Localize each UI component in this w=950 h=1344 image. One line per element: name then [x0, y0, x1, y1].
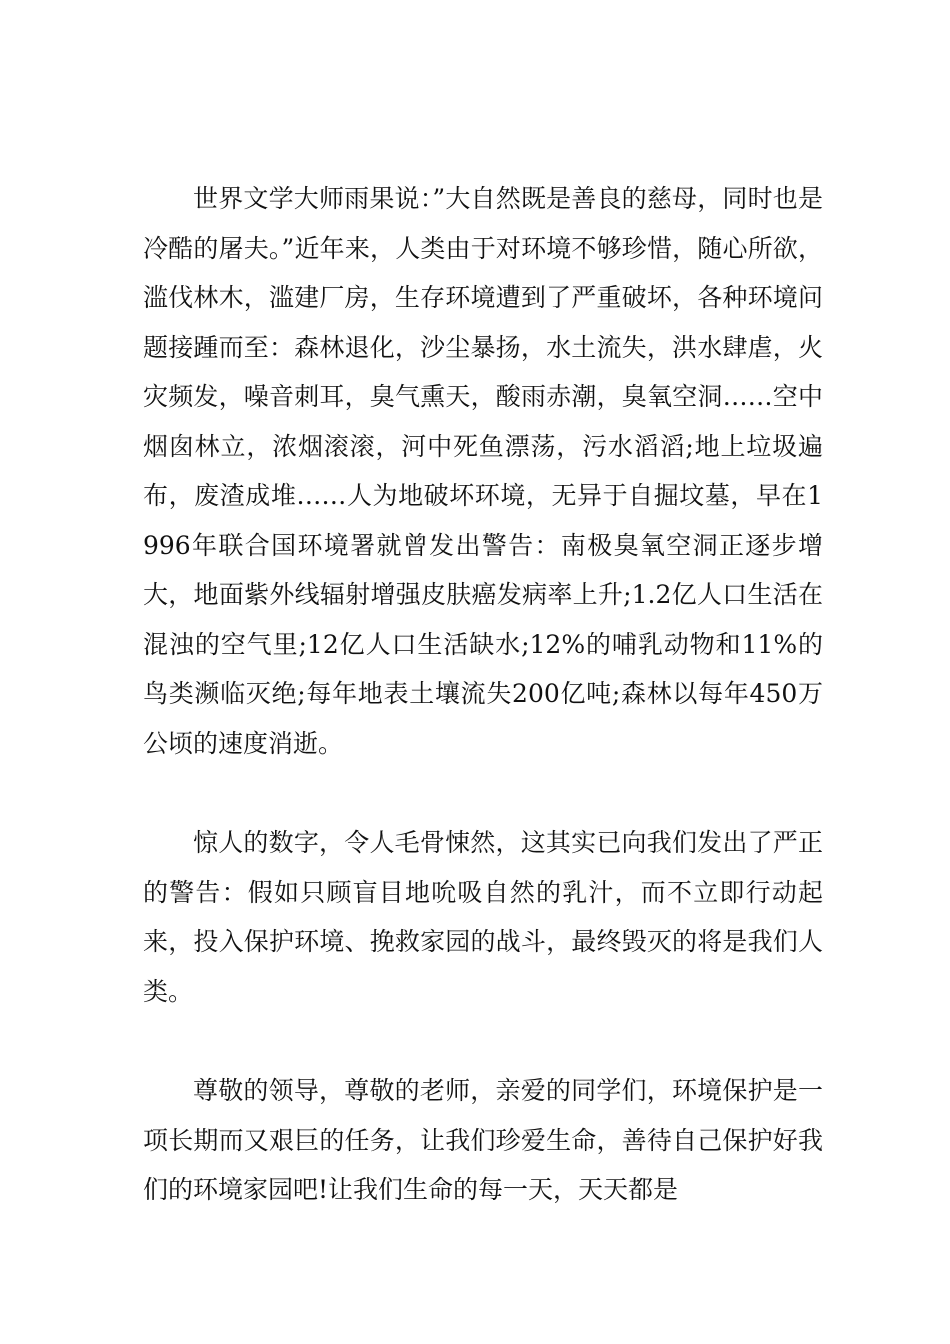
document-body — [143, 174, 823, 1215]
paragraph-2: 惊人的数字，令人毛骨悚然，这其实已向我们发出了严正的警告：假如只顾盲目地吮吸自然的乳汁，而不立即行动起来，投入保护环境、挽救家园的战斗，最终毁灭的将是我们人类。 — [143, 828, 823, 1006]
paragraph-3: 尊敬的领导，尊敬的老师，亲爱的同学们，环境保护是一项长期而又艰巨的任务，让我们珍爱生命，善待自己保护好我们的环境家园吧!让我们生命的每一天，天天都是 — [143, 1076, 823, 1204]
paragraph-1: 世界文学大师雨果说：”大自然既是善良的慈母，同时也是冷酷的屠夫。”近年来，人类由于对环境不够珍惜，随心所欲，滥伐林木，滥建厂房，生存环境遭到了严重破坏，各种环境问题接踵而至：森林退化，沙尘暴扬，水土流失，洪水肆虐，火灾频发，噪音刺耳，臭气熏天，酸雨赤潮，臭氧空洞……空中烟囱林立，浓烟滚滚，河中死鱼漂荡，污水滔滔;地上垃圾遍布，废渣成堆……人为地破坏环境，无异于自掘坟墓，早在1996年联合国环境署就曾发出警告：南极臭氧空洞正逐步增大，地面紫外线辐射增强皮肤癌发病率上升;1.2亿人口生活在混浊的空气里;12亿人口生活缺水;12%的哺乳动物和11%的鸟类濒临灭绝;每年地表土壤流失200亿吨;森林以每年450万公顷的速度消逝。 — [143, 184, 823, 758]
